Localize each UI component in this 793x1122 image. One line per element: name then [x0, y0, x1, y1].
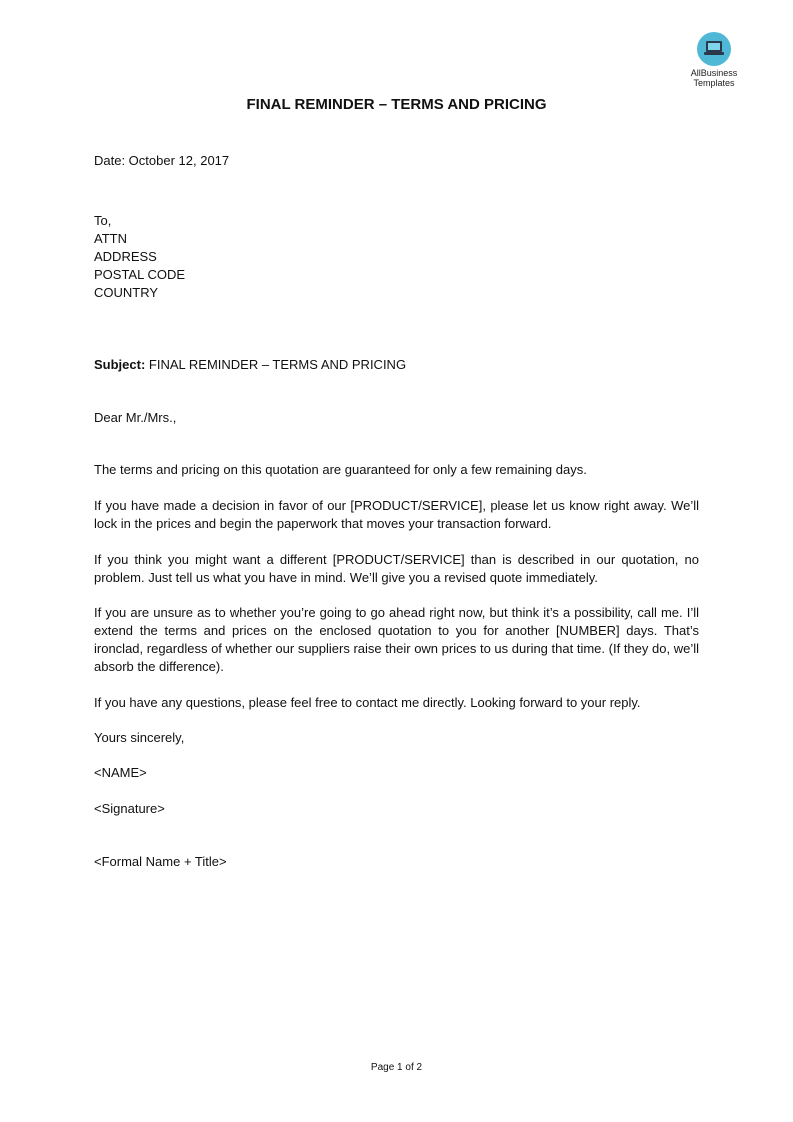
company-logo	[686, 32, 742, 88]
paragraph-5: If you have any questions, please feel free to contact me directly. Looking forward to your reply.	[94, 695, 641, 710]
address-attn: ATTN	[94, 231, 127, 246]
subject-value: FINAL REMINDER – TERMS AND PRICING	[145, 357, 407, 372]
page-number: Page 1 of 2	[370, 1062, 423, 1073]
logo-text-line1: AllBusiness	[690, 68, 738, 78]
signature-placeholder: <Signature>	[94, 801, 165, 816]
paragraph-1: The terms and pricing on this quotation are guaranteed for only a few remaining days.	[94, 462, 587, 477]
closing: Yours sincerely,	[94, 730, 185, 745]
address-street: ADDRESS	[94, 249, 157, 264]
sender-name: <NAME>	[94, 765, 147, 780]
address-to: To,	[94, 213, 112, 228]
paragraph-3: If you think you might want a different [PRODUCT/SERVICE] than is described in our quotation, no problem. Just tell us what you have in mind. We’ll give you a revised quote immediately.	[94, 552, 699, 585]
laptop-icon	[697, 32, 731, 66]
subject-line	[94, 356, 406, 374]
formal-name-title: <Formal Name + Title>	[94, 854, 227, 869]
subject-label: Subject:	[94, 357, 146, 372]
address-country: COUNTRY	[94, 285, 159, 300]
paragraph-2: If you have made a decision in favor of our [PRODUCT/SERVICE], please let us know right away. We’ll lock in the prices and begin the paperwork that moves your transaction forward.	[94, 498, 699, 531]
logo-text-line2: Templates	[693, 78, 735, 88]
document-title: FINAL REMINDER – TERMS AND PRICING	[246, 96, 547, 113]
paragraph-4: If you are unsure as to whether you’re going to go ahead right now, but think it’s a possibility, call me. I’ll extend the terms and prices on the enclosed quotation to you for another [NUMBER] days. That’s ironclad, regardless of whether our suppliers raise their own prices to us during that time. (If they do, we’ll absorb the difference).	[94, 605, 699, 674]
date-line: Date: October 12, 2017	[94, 153, 230, 168]
address-postal-code: POSTAL CODE	[94, 267, 186, 282]
salutation: Dear Mr./Mrs.,	[94, 410, 177, 425]
